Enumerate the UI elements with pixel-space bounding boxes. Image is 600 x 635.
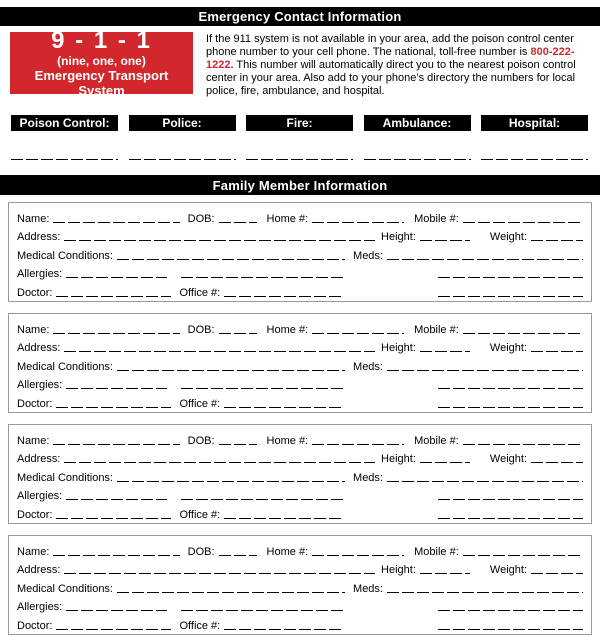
address-height-weight-row: [17, 448, 583, 467]
address-field-line[interactable]: [64, 240, 375, 241]
allergies-row: [17, 596, 583, 615]
name-field-line[interactable]: [53, 333, 179, 334]
family-member-card: [8, 424, 592, 524]
doctor-label: Doctor:: [17, 286, 53, 299]
weight-label: Weight:: [489, 453, 527, 466]
poison-control-phone-number: 800-222-1222.: [206, 46, 575, 72]
home-phone-label: Home #:: [266, 212, 309, 225]
mobile-phone-field-line[interactable]: [463, 444, 583, 445]
doctor-label: Doctor:: [17, 619, 53, 632]
family-section-title: Family Member Information: [212, 177, 388, 193]
doctor-office-row: [17, 281, 583, 300]
meds-continuation-line-1[interactable]: [438, 388, 583, 389]
name-field-line[interactable]: [53, 444, 179, 445]
dob-label: DOB:: [187, 434, 215, 447]
mobile-phone-field-line[interactable]: [463, 222, 583, 223]
meds-field-line[interactable]: [387, 259, 583, 260]
family-member-card: [8, 535, 592, 635]
contact-label-fire: Fire:: [246, 115, 353, 131]
medical-conditions-meds-row: [17, 577, 583, 596]
office-phone-field-line[interactable]: [224, 296, 341, 297]
address-height-weight-row: [17, 559, 583, 578]
height-field-line[interactable]: [420, 573, 470, 574]
office-phone-label: Office #:: [179, 508, 221, 521]
allergies-continuation-line[interactable]: [181, 499, 344, 500]
address-field-line[interactable]: [64, 573, 375, 574]
name-dob-phone-row: [17, 429, 583, 448]
height-field-line[interactable]: [420, 351, 470, 352]
family-section-bar: [0, 175, 600, 195]
dob-field-line[interactable]: [219, 444, 257, 445]
office-phone-label: Office #:: [179, 619, 221, 632]
police-fill-line[interactable]: [129, 159, 236, 160]
address-field-line[interactable]: [64, 462, 375, 463]
home-phone-label: Home #:: [266, 545, 309, 558]
meds-continuation-line-1[interactable]: [438, 277, 583, 278]
contact-fill-lines-row: [11, 159, 588, 160]
weight-field-line[interactable]: [531, 240, 583, 241]
dob-field-line[interactable]: [219, 333, 257, 334]
doctor-label: Doctor:: [17, 397, 53, 410]
mobile-phone-label: Mobile #:: [414, 434, 459, 447]
emergency-transport-caption: Emergency Transport System: [34, 68, 169, 98]
medical-conditions-meds-row: [17, 466, 583, 485]
dob-field-line[interactable]: [219, 555, 257, 556]
name-label: Name:: [17, 545, 50, 558]
allergies-label: Allergies:: [17, 490, 63, 503]
meds-field-line[interactable]: [387, 592, 583, 593]
address-label: Address:: [17, 453, 61, 466]
allergies-label: Allergies:: [17, 601, 63, 614]
mobile-phone-label: Mobile #:: [414, 545, 459, 558]
doctor-office-row: [17, 503, 583, 522]
weight-field-line[interactable]: [531, 351, 583, 352]
name-dob-phone-row: [17, 540, 583, 559]
office-phone-label: Office #:: [179, 397, 221, 410]
name-field-line[interactable]: [53, 555, 179, 556]
name-field-line[interactable]: [53, 222, 179, 223]
meds-field-line[interactable]: [387, 481, 583, 482]
office-phone-field-line[interactable]: [224, 407, 341, 408]
paragraph-text-before: If the 911 system is not available in your area, add the poison control center phone number to your cell phone. The national, toll-free number is: [206, 33, 574, 59]
medical-conditions-field-line[interactable]: [117, 370, 345, 371]
home-phone-field-line[interactable]: [312, 555, 404, 556]
contact-label-ambulance: Ambulance:: [364, 115, 471, 131]
weight-field-line[interactable]: [531, 573, 583, 574]
office-phone-field-line[interactable]: [224, 518, 341, 519]
meds-continuation-line-2[interactable]: [438, 407, 583, 408]
doctor-field-line[interactable]: [56, 407, 171, 408]
doctor-office-row: [17, 614, 583, 633]
meds-continuation-line-2[interactable]: [438, 296, 583, 297]
allergies-continuation-line[interactable]: [181, 277, 344, 278]
allergies-field-line[interactable]: [66, 610, 167, 611]
intro-section: [10, 27, 592, 98]
home-phone-field-line[interactable]: [312, 333, 404, 334]
contact-label-hospital: Hospital:: [481, 115, 588, 131]
meds-label: Meds:: [353, 471, 383, 484]
meds-label: Meds:: [353, 360, 383, 373]
emergency-911-box: [10, 27, 193, 98]
mobile-phone-label: Mobile #:: [414, 323, 459, 336]
emergency-number-words: (nine, one, one): [57, 54, 146, 68]
allergies-continuation-line[interactable]: [181, 388, 344, 389]
meds-continuation-line-1[interactable]: [438, 499, 583, 500]
dob-label: DOB:: [187, 323, 215, 336]
meds-continuation-line-1[interactable]: [438, 610, 583, 611]
header-bar: [0, 7, 600, 26]
allergies-field-line[interactable]: [66, 277, 167, 278]
address-label: Address:: [17, 564, 61, 577]
address-height-weight-row: [17, 337, 583, 356]
dob-field-line[interactable]: [219, 222, 257, 223]
medical-conditions-field-line[interactable]: [117, 259, 345, 260]
hospital-fill-line[interactable]: [481, 159, 588, 160]
mobile-phone-field-line[interactable]: [463, 333, 583, 334]
medical-conditions-field-line[interactable]: [117, 592, 345, 593]
height-label: Height:: [381, 564, 416, 577]
home-phone-field-line[interactable]: [312, 444, 404, 445]
medical-conditions-label: Medical Conditions:: [17, 471, 113, 484]
home-phone-field-line[interactable]: [312, 222, 404, 223]
weight-label: Weight:: [489, 231, 527, 244]
name-dob-phone-row: [17, 207, 583, 226]
allergies-field-line[interactable]: [66, 388, 167, 389]
name-label: Name:: [17, 323, 50, 336]
height-label: Height:: [381, 453, 416, 466]
dob-label: DOB:: [187, 212, 215, 225]
height-field-line[interactable]: [420, 240, 470, 241]
allergies-row: [17, 485, 583, 504]
office-phone-label: Office #:: [179, 286, 221, 299]
fire-fill-line[interactable]: [246, 159, 353, 160]
allergies-row: [17, 374, 583, 393]
paragraph-text-after: This number will automatically direct you to the nearest poison control center in your area. Also add to your phone’s directory the numbers for local police, fire, ambulance, and hospital.: [206, 59, 576, 98]
medical-conditions-meds-row: [17, 355, 583, 374]
ambulance-fill-line[interactable]: [364, 159, 471, 160]
weight-field-line[interactable]: [531, 462, 583, 463]
height-label: Height:: [381, 231, 416, 244]
doctor-office-row: [17, 392, 583, 411]
allergies-row: [17, 263, 583, 282]
office-phone-field-line[interactable]: [224, 629, 341, 630]
emergency-contact-form: [0, 7, 600, 630]
family-cards-container: [8, 202, 592, 635]
doctor-field-line[interactable]: [56, 518, 171, 519]
contact-labels-row: [11, 115, 588, 131]
name-dob-phone-row: [17, 318, 583, 337]
mobile-phone-field-line[interactable]: [463, 555, 583, 556]
meds-continuation-line-2[interactable]: [438, 518, 583, 519]
height-label: Height:: [381, 342, 416, 355]
emergency-number: 9 - 1 - 1: [51, 27, 152, 54]
meds-continuation-line-2[interactable]: [438, 629, 583, 630]
weight-label: Weight:: [489, 564, 527, 577]
home-phone-label: Home #:: [266, 434, 309, 447]
doctor-field-line[interactable]: [56, 296, 171, 297]
address-label: Address:: [17, 231, 61, 244]
address-label: Address:: [17, 342, 61, 355]
allergies-field-line[interactable]: [66, 499, 167, 500]
medical-conditions-label: Medical Conditions:: [17, 582, 113, 595]
medical-conditions-label: Medical Conditions:: [17, 249, 113, 262]
address-field-line[interactable]: [64, 351, 375, 352]
height-field-line[interactable]: [420, 462, 470, 463]
dob-label: DOB:: [187, 545, 215, 558]
family-member-card: [8, 202, 592, 302]
doctor-label: Doctor:: [17, 508, 53, 521]
page-title: Emergency Contact Information: [198, 9, 402, 24]
meds-label: Meds:: [353, 249, 383, 262]
poison-control-paragraph: [206, 32, 592, 98]
name-label: Name:: [17, 212, 50, 225]
medical-conditions-meds-row: [17, 244, 583, 263]
medical-conditions-field-line[interactable]: [117, 481, 345, 482]
contact-label-police: Police:: [129, 115, 236, 131]
allergies-continuation-line[interactable]: [181, 610, 344, 611]
allergies-label: Allergies:: [17, 379, 63, 392]
meds-label: Meds:: [353, 582, 383, 595]
weight-label: Weight:: [489, 342, 527, 355]
allergies-label: Allergies:: [17, 268, 63, 281]
family-member-card: [8, 313, 592, 413]
name-label: Name:: [17, 434, 50, 447]
address-height-weight-row: [17, 226, 583, 245]
mobile-phone-label: Mobile #:: [414, 212, 459, 225]
medical-conditions-label: Medical Conditions:: [17, 360, 113, 373]
contact-label-poison-control: Poison Control:: [11, 115, 118, 131]
meds-field-line[interactable]: [387, 370, 583, 371]
home-phone-label: Home #:: [266, 323, 309, 336]
poison-control-fill-line[interactable]: [11, 159, 118, 160]
doctor-field-line[interactable]: [56, 629, 171, 630]
